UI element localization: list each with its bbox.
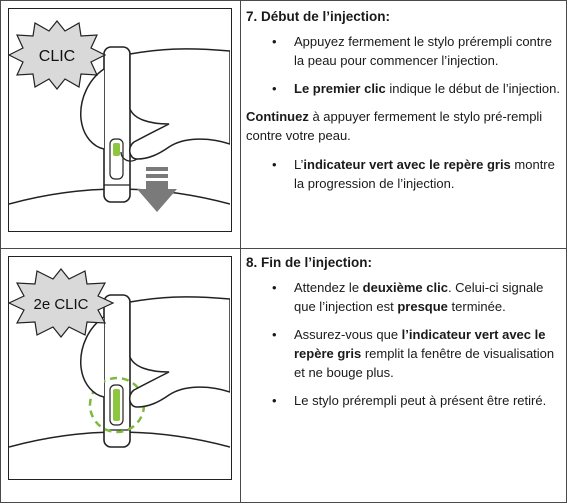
body-text: . Celui-ci signale que l’injection est bbox=[294, 280, 544, 314]
list-item bbox=[246, 278, 561, 316]
step-7-bullets bbox=[246, 32, 561, 98]
body-text: indique le début de l’injection. bbox=[385, 81, 560, 96]
body-text: Assurez-vous que bbox=[294, 327, 402, 342]
pen-press-illustration bbox=[9, 9, 230, 230]
bold-text: indicateur vert avec le repère gris bbox=[303, 157, 511, 172]
bold-text: Continuez bbox=[246, 109, 309, 124]
table-border-left bbox=[0, 0, 1, 503]
body-text: L’ bbox=[294, 157, 304, 172]
second-click-badge-label: 2e CLIC bbox=[33, 296, 89, 313]
green-indicator-full bbox=[113, 389, 120, 421]
step-8-bullets bbox=[246, 278, 561, 410]
bullet-icon: • bbox=[272, 280, 277, 295]
table-column-divider bbox=[240, 0, 241, 503]
step-7-bullets-2 bbox=[246, 155, 561, 193]
body-text: remplit la fenêtre de visualisation et ne bouge plus. bbox=[294, 346, 555, 380]
bold-text: Le premier clic bbox=[294, 81, 386, 96]
illustration-injection-start bbox=[8, 8, 232, 232]
body-text: montre la progression de l’injection. bbox=[294, 157, 555, 191]
bold-text: l’indicateur vert avec le repère gris bbox=[294, 327, 546, 361]
table-row-divider bbox=[0, 248, 567, 249]
list-item bbox=[246, 391, 561, 410]
illustration-injection-end bbox=[8, 256, 232, 480]
bullet-icon: • bbox=[272, 393, 277, 408]
down-arrow-icon bbox=[137, 167, 177, 212]
list-item bbox=[246, 155, 561, 193]
bullet-icon: • bbox=[272, 34, 277, 49]
table-border-top bbox=[0, 0, 567, 1]
body-text: terminée. bbox=[447, 299, 506, 314]
bold-text: deuxième clic bbox=[362, 280, 448, 295]
bullet-icon: • bbox=[272, 327, 277, 342]
step-7-paragraph bbox=[246, 107, 561, 145]
green-indicator bbox=[113, 143, 120, 156]
body-text: Appuyez fermement le stylo prérempli contre la peau pour commencer l’injection. bbox=[294, 34, 552, 68]
click-badge-label: CLIC bbox=[38, 48, 76, 65]
bullet-icon: • bbox=[272, 81, 277, 96]
step-7-text bbox=[246, 7, 561, 202]
pen-complete-illustration bbox=[9, 257, 230, 478]
list-item bbox=[246, 32, 561, 70]
step-7-title: 7. Début de l’injection: bbox=[246, 9, 391, 24]
body-text: à appuyer fermement le stylo pré-rempli contre votre peau. bbox=[246, 109, 543, 143]
body-text: Le stylo prérempli peut à présent être retiré. bbox=[294, 393, 547, 408]
list-item bbox=[246, 325, 561, 382]
bold-text: presque bbox=[397, 299, 448, 314]
step-8-text bbox=[246, 253, 561, 419]
step-8-title: 8. Fin de l’injection: bbox=[246, 255, 373, 270]
list-item bbox=[246, 79, 561, 98]
bullet-icon: • bbox=[272, 157, 277, 172]
body-text: Attendez le bbox=[294, 280, 363, 295]
